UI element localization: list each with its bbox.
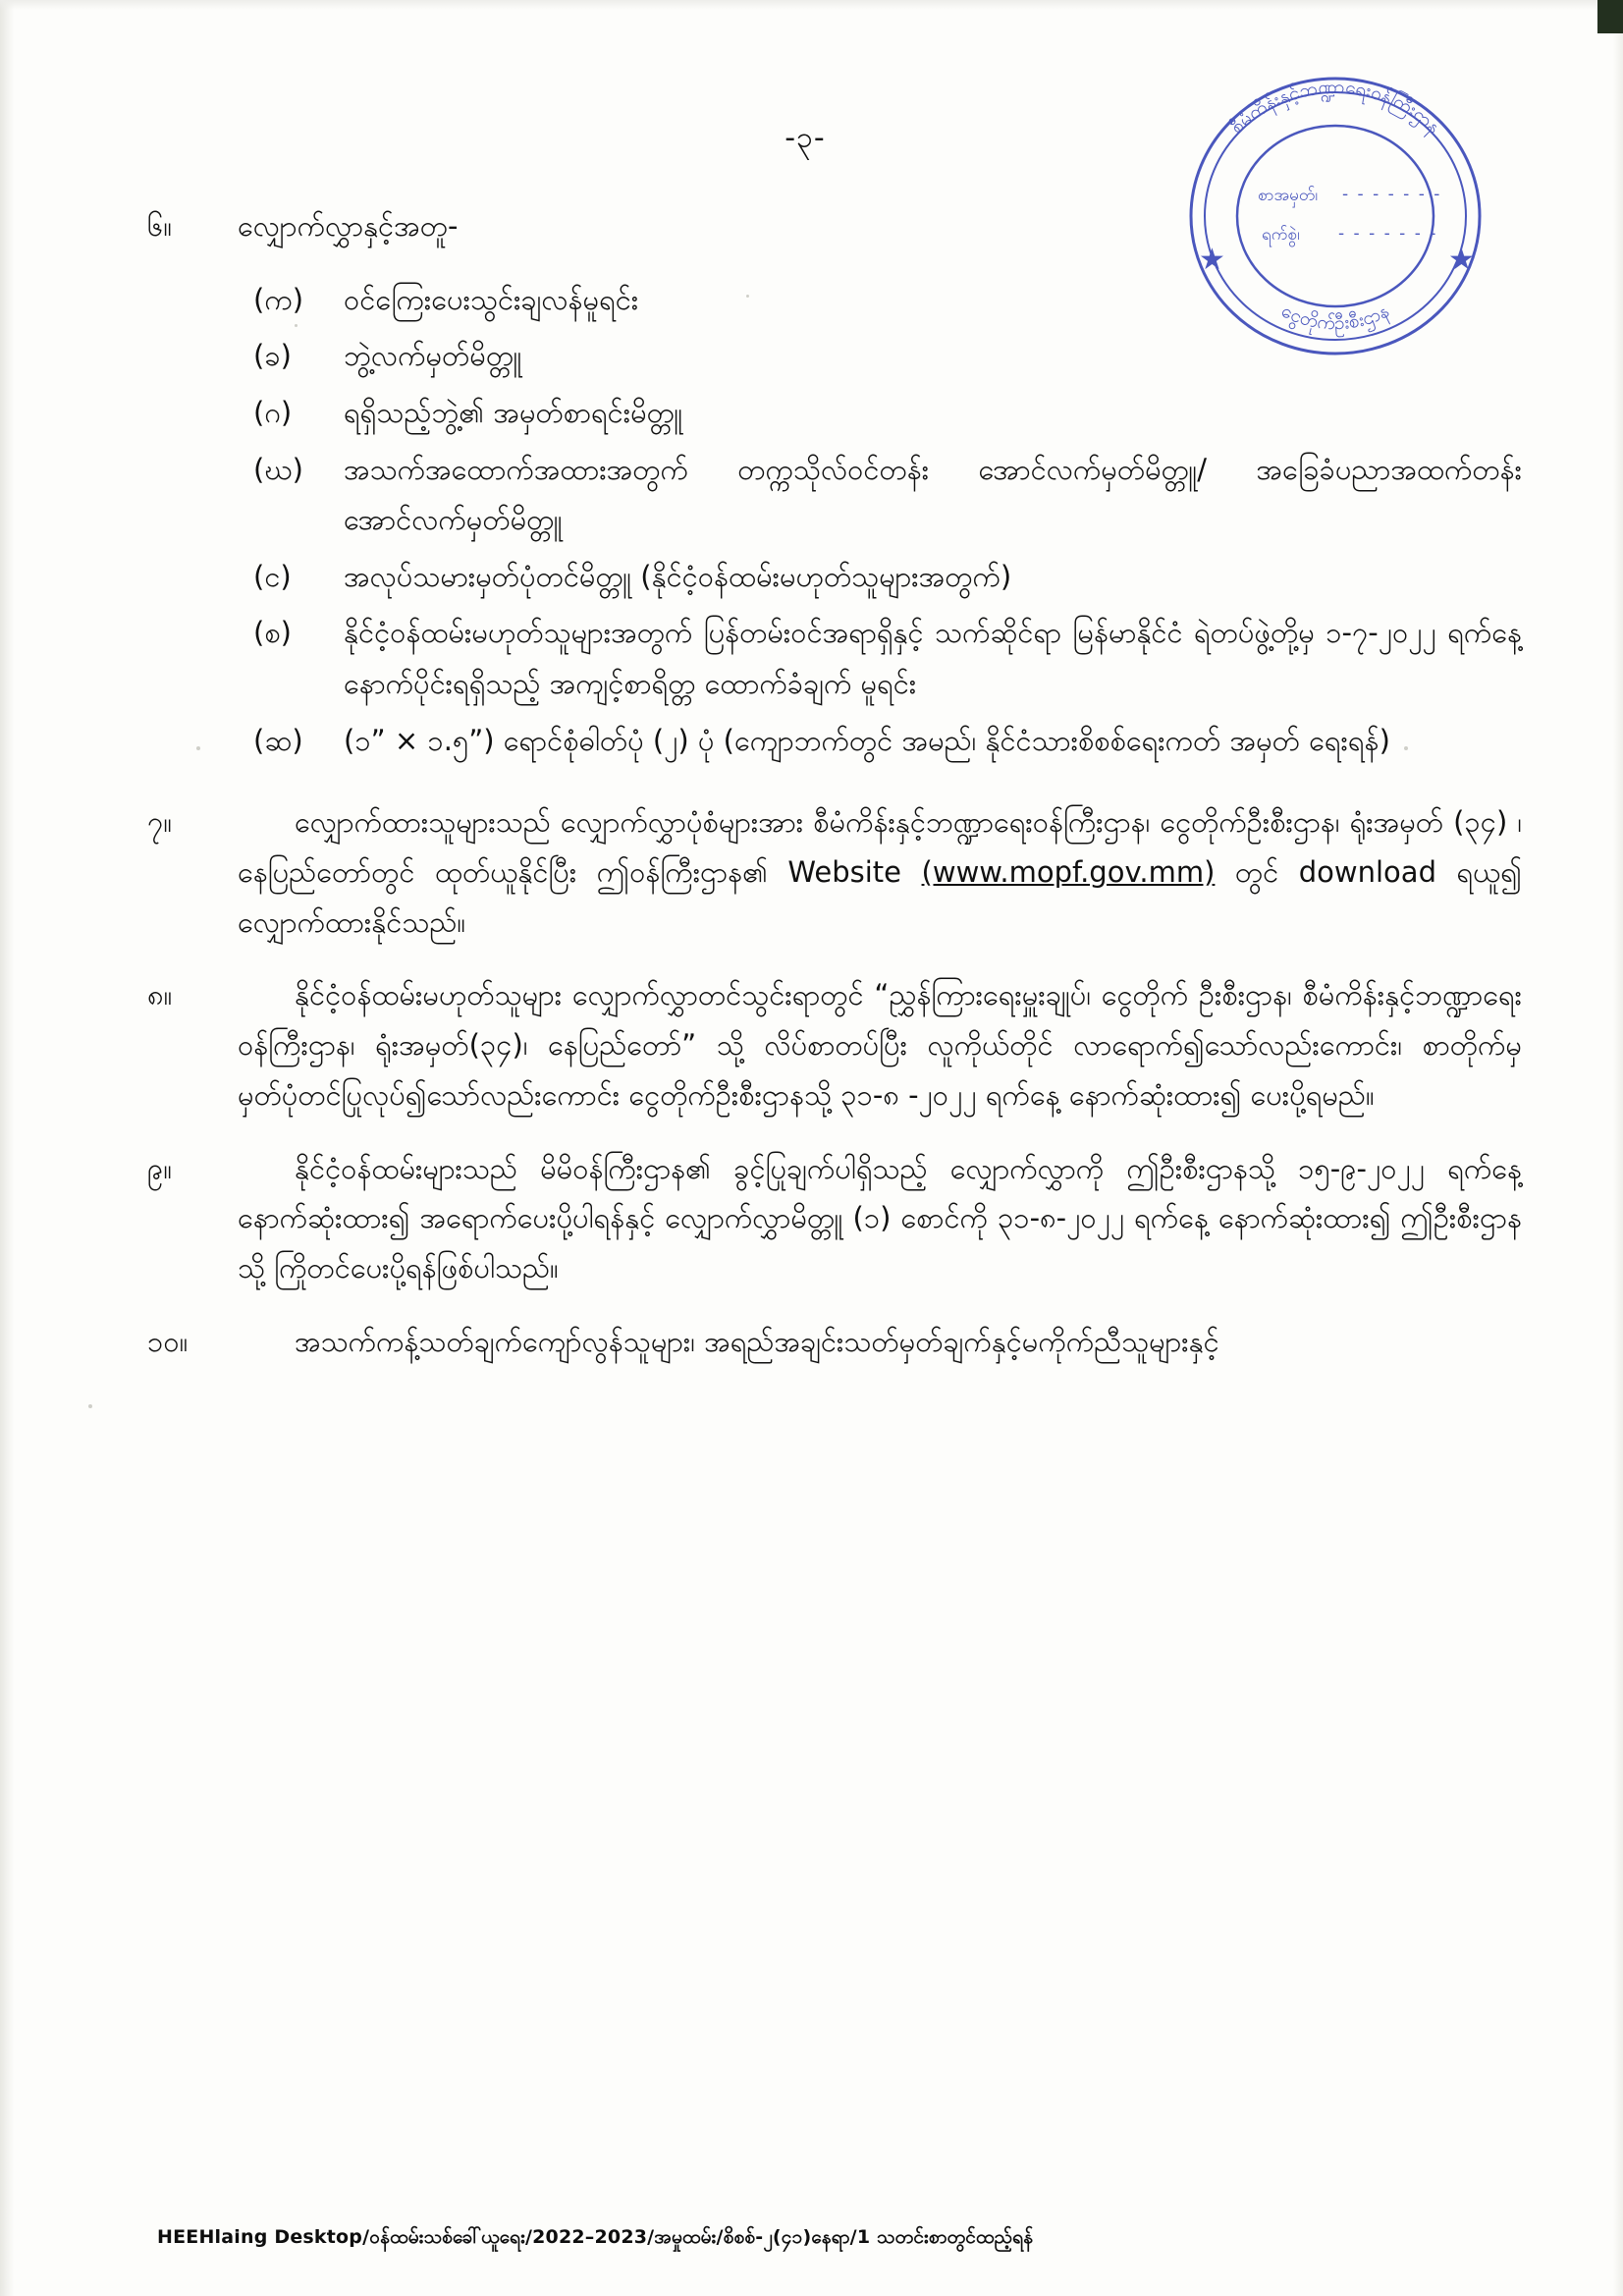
section-9-text-body: နိုင်ငံ့ဝန်ထမ်းများသည် မိမိဝန်ကြီးဌာန၏ ခွင့်ပြုချက်ပါရှိသည့် လျှောက်လွှာကို ဤဦးစီးဌာနသို့ ၁၅-၉-၂၀၂၂ ရက်နေ့ နောက်ဆုံးထား၍ အရောက်ပေးပို့ပါရန်နှင့် လျှောက်လွှာမိတ္တူ (၁) စောင်ကို ၃၁-၈-၂၀၂၂ ရက်နေ့ နောက်ဆုံးထား၍ ဤဦးစီးဌာနသို့ ကြိုတင်ပေးပို့ရန်ဖြစ်ပါသည်။ xyxy=(238,1151,1522,1285)
section-7-text-part1: လျှောက်ထားသူများသည် လျှောက်လွှာပုံစံများအား စီမံကိန်းနှင့်ဘဏ္ဍာရေးဝန်ကြီးဌာန၊ ငွေတိုက်ဦးစီးဌာန၊ ရုံးအမှတ် (၃၄) ၊ နေပြည်တော်တွင် ထုတ်ယူနိုင်ပြီး ဤဝန်ကြီးဌာန၏ Website xyxy=(238,805,1522,889)
list-item xyxy=(147,275,1522,326)
subitem-text: (၁” × ၁.၅”) ရောင်စုံဓါတ်ပုံ (၂) ပုံ (ကျောဘက်တွင် အမည်၊ နိုင်ငံသားစိစစ်ရေးကတ် အမှတ် ရေးရန်) xyxy=(344,723,1390,757)
document-footer: HEEHlaing Desktop/ဝန်ထမ်းသစ်ခေါ်ယူရေး/2022–2023/အမှုထမ်း/စိစစ်-၂(၄၁)နေရာ/1 သတင်းစာတွင်ထည့်ရန် xyxy=(157,2226,1034,2248)
mopf-website-link[interactable]: (www.mopf.gov.mm) xyxy=(921,854,1216,889)
subitem-text: ရရှိသည့်ဘွဲ့၏ အမှတ်စာရင်းမိတ္တူ xyxy=(344,395,683,429)
list-item xyxy=(147,608,1522,709)
subitem-label: (က) xyxy=(253,282,304,316)
scan-edge-top xyxy=(0,0,1623,10)
section-7-number: ၇။ xyxy=(147,805,173,840)
subitem-text: ဘွဲ့လက်မှတ်မိတ္တူ xyxy=(344,339,522,373)
list-item xyxy=(147,388,1522,439)
section-8 xyxy=(147,970,1522,1120)
list-item xyxy=(147,331,1522,382)
scan-corner-artifact xyxy=(1597,0,1623,33)
subitem-text: ဝင်ကြေးပေးသွင်းချလန်မူရင်း xyxy=(344,282,639,316)
subitem-label: (စ) xyxy=(253,616,292,650)
stamp-date-label: ရက်စွဲ၊ xyxy=(1262,225,1300,245)
section-8-number: ၈။ xyxy=(147,978,173,1012)
stamp-outer-text: စီမံကိန်းနှင့်ဘဏ္ဍာရေးဝန်ကြီးဌာန xyxy=(1225,76,1445,138)
section-8-text-body: နိုင်ငံ့ဝန်ထမ်းမဟုတ်သူများ လျှောက်လွှာတင်သွင်းရာတွင် “ညွှန်ကြားရေးမှူးချုပ်၊ ငွေတိုက် ဦးစီးဌာန၊ စီမံကိန်းနှင့်ဘဏ္ဍာရေးဝန်ကြီးဌာန၊ ရုံးအမှတ်(၃၄)၊ နေပြည်တော်” သို့ လိပ်စာတပ်ပြီး လူကိုယ်တိုင် လာရောက်၍သော်လည်းကောင်း၊ စာတိုက်မှ မှတ်ပုံတင်ပြုလုပ်၍သော်လည်းကောင်း ငွေတိုက်ဦးစီးဌာနသို့ ၃၁-၈ -၂၀၂၂ ရက်နေ့ နောက်ဆုံးထား၍ ပေးပို့ရမည်။ xyxy=(238,978,1522,1112)
document-body xyxy=(147,118,1522,1375)
section-6-number: ၆။ xyxy=(147,209,173,243)
list-item xyxy=(147,552,1522,603)
section-7-text xyxy=(238,797,1522,947)
section-6 xyxy=(147,201,1522,251)
section-10 xyxy=(147,1317,1522,1367)
section-7 xyxy=(147,797,1522,947)
scan-edge-left xyxy=(0,0,14,2296)
scan-edge-right xyxy=(1613,0,1623,2296)
page-number: -၃- xyxy=(784,121,826,155)
section-8-text xyxy=(238,970,1522,1120)
section-10-text xyxy=(238,1317,1522,1367)
subitem-label: (ဃ) xyxy=(253,452,303,486)
list-item xyxy=(147,445,1522,546)
subitem-label: (ဂ) xyxy=(253,395,293,429)
section-6-heading: လျှောက်လွှာနှင့်အတူ- xyxy=(238,209,459,243)
section-9 xyxy=(147,1144,1522,1293)
section-7-text-part2: တွင် download ရယူ၍ လျှောက်ထားနိုင်သည်။ xyxy=(238,854,1522,939)
stamp-bottom-text: ငွေတိုက်ဦးစီးဌာန xyxy=(1277,300,1393,335)
stamp-star-right-icon: ★ xyxy=(1448,243,1475,277)
section-9-number: ၉။ xyxy=(147,1151,173,1185)
section-10-text-body: အသက်ကန့်သတ်ချက်ကျော်လွန်သူများ၊ အရည်အချင်းသတ်မှတ်ချက်နှင့်မကိုက်ညီသူများနှင့် xyxy=(295,1324,1219,1358)
subitem-label: (င) xyxy=(253,559,292,593)
subitem-label: (ခ) xyxy=(253,339,292,373)
stamp-date-dashes: - - - - - - - xyxy=(1338,224,1438,244)
scan-speck xyxy=(88,1404,92,1408)
subitem-text: အသက်အထောက်အထားအတွက် တက္ကသိုလ်ဝင်တန်း အောင်လက်မှတ်မိတ္တူ/ အခြေခံပညာအထက်တန်း အောင်လက်မှတ်မိတ္တူ xyxy=(344,452,1522,537)
section-10-number: ၁၀။ xyxy=(147,1324,189,1358)
list-item xyxy=(147,716,1522,767)
stamp-letter-number-label: စာအမှတ်၊ xyxy=(1258,186,1319,205)
subitem-text: အလုပ်သမားမှတ်ပုံတင်မိတ္တူ (နိုင်ငံ့ဝန်ထမ်းမဟုတ်သူများအတွက်) xyxy=(344,559,1012,593)
stamp-letter-number-dashes: - - - - - - - xyxy=(1342,185,1442,204)
stamp-star-left-icon: ★ xyxy=(1199,243,1225,277)
subitem-label: (ဆ) xyxy=(253,723,303,757)
section-9-text xyxy=(238,1144,1522,1293)
subitem-text: နိုင်ငံ့ဝန်ထမ်းမဟုတ်သူများအတွက် ပြန်တမ်းဝင်အရာရှိနှင့် သက်ဆိုင်ရာ မြန်မာနိုင်ငံ ရဲတပ်ဖွဲ့တို့မှ ၁-၇-၂၀၂၂ ရက်နေ့ နောက်ပိုင်းရရှိသည့် အကျင့်စာရိတ္တ ထောက်ခံချက် မူရင်း xyxy=(344,616,1522,701)
